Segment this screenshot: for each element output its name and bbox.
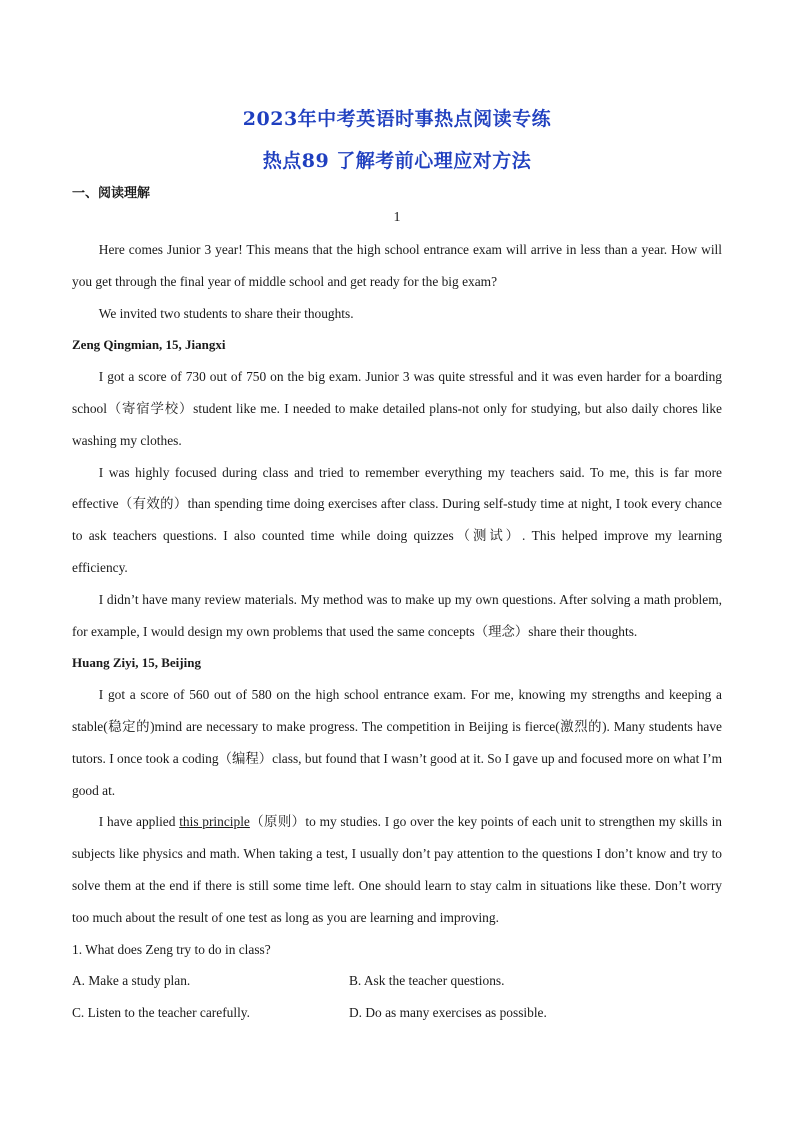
speaker-heading-huang: Huang Ziyi, 15, Beijing	[72, 655, 201, 671]
passage-number: 1	[393, 210, 401, 225]
section-heading: 一、阅读理解	[72, 186, 151, 201]
option-d: D. Do as many exercises as possible.	[349, 1005, 547, 1021]
paragraph-huang-2-start: I have applied	[98, 814, 180, 830]
paragraph-zeng-3: I didn’t have many review materials. My method was to make up my own questions. After solving a math problem, for example, I would design my own problems that used the same concepts（理念）share their thoughts.	[72, 591, 722, 639]
question-1-stem: 1. What does Zeng try to do in class?	[72, 941, 271, 957]
paragraph-intro-1: Here comes Junior 3 year! This means that the high school entrance exam will arrive in less than a year. How will you get through the final year of middle school and get ready for the big exam?	[72, 242, 722, 289]
paragraph-zeng-2: I was highly focused during class and tried to remember everything my teachers said. To me, this is far more effective（有效的）than spending time doing exercises after class. During self-study time at night, I took every chance to ask teachers questions. I also counted time while doing quizzes（测试）. This helped improve my learning efficiency.	[72, 464, 722, 575]
paragraph-huang-2-rest: （原则）to my studies. I go over the key points of each unit to strengthen my skills in subjects like physics and math. When taking a test, I usually don’t pay attention to the questions I don’t know and try to solve them at the end if there is still some time left. One should learn to stay calm in situations like these. Don’t worry too much about the result of one test as long as you are learning and improving.	[72, 814, 722, 925]
option-b: B. Ask the teacher questions.	[349, 973, 505, 989]
speaker-heading-zeng: Zeng Qingmian, 15, Jiangxi	[72, 337, 226, 353]
document-title: 2023年中考英语时事热点阅读专练	[242, 108, 552, 130]
option-a: A. Make a study plan.	[72, 973, 191, 989]
underlined-phrase: this principle	[179, 814, 250, 830]
paragraph-huang-2	[72, 806, 722, 933]
question-1-options	[72, 965, 722, 1029]
document-subtitle: 热点89 了解考前心理应对方法	[262, 150, 532, 172]
paragraph-intro-2: We invited two students to share their thoughts.	[98, 305, 354, 321]
passage-body	[72, 234, 722, 1029]
paragraph-huang-1: I got a score of 560 out of 580 on the high school entrance exam. For me, knowing my strengths and keeping a stable(稳定的)mind are necessary to make progress. The competition in Beijing is fierce(激烈的). Many students have tutors. I once took a coding（编程）class, but found that I wasn’t good at it. So I gave up and focused more on what I’m good at.	[72, 687, 722, 798]
option-c: C. Listen to the teacher carefully.	[72, 1005, 250, 1021]
paragraph-zeng-1: I got a score of 730 out of 750 on the big exam. Junior 3 was quite stressful and it was even harder for a boarding school（寄宿学校）student like me. I needed to make detailed plans-not only for studying, but also daily chores like washing my clothes.	[72, 369, 722, 448]
